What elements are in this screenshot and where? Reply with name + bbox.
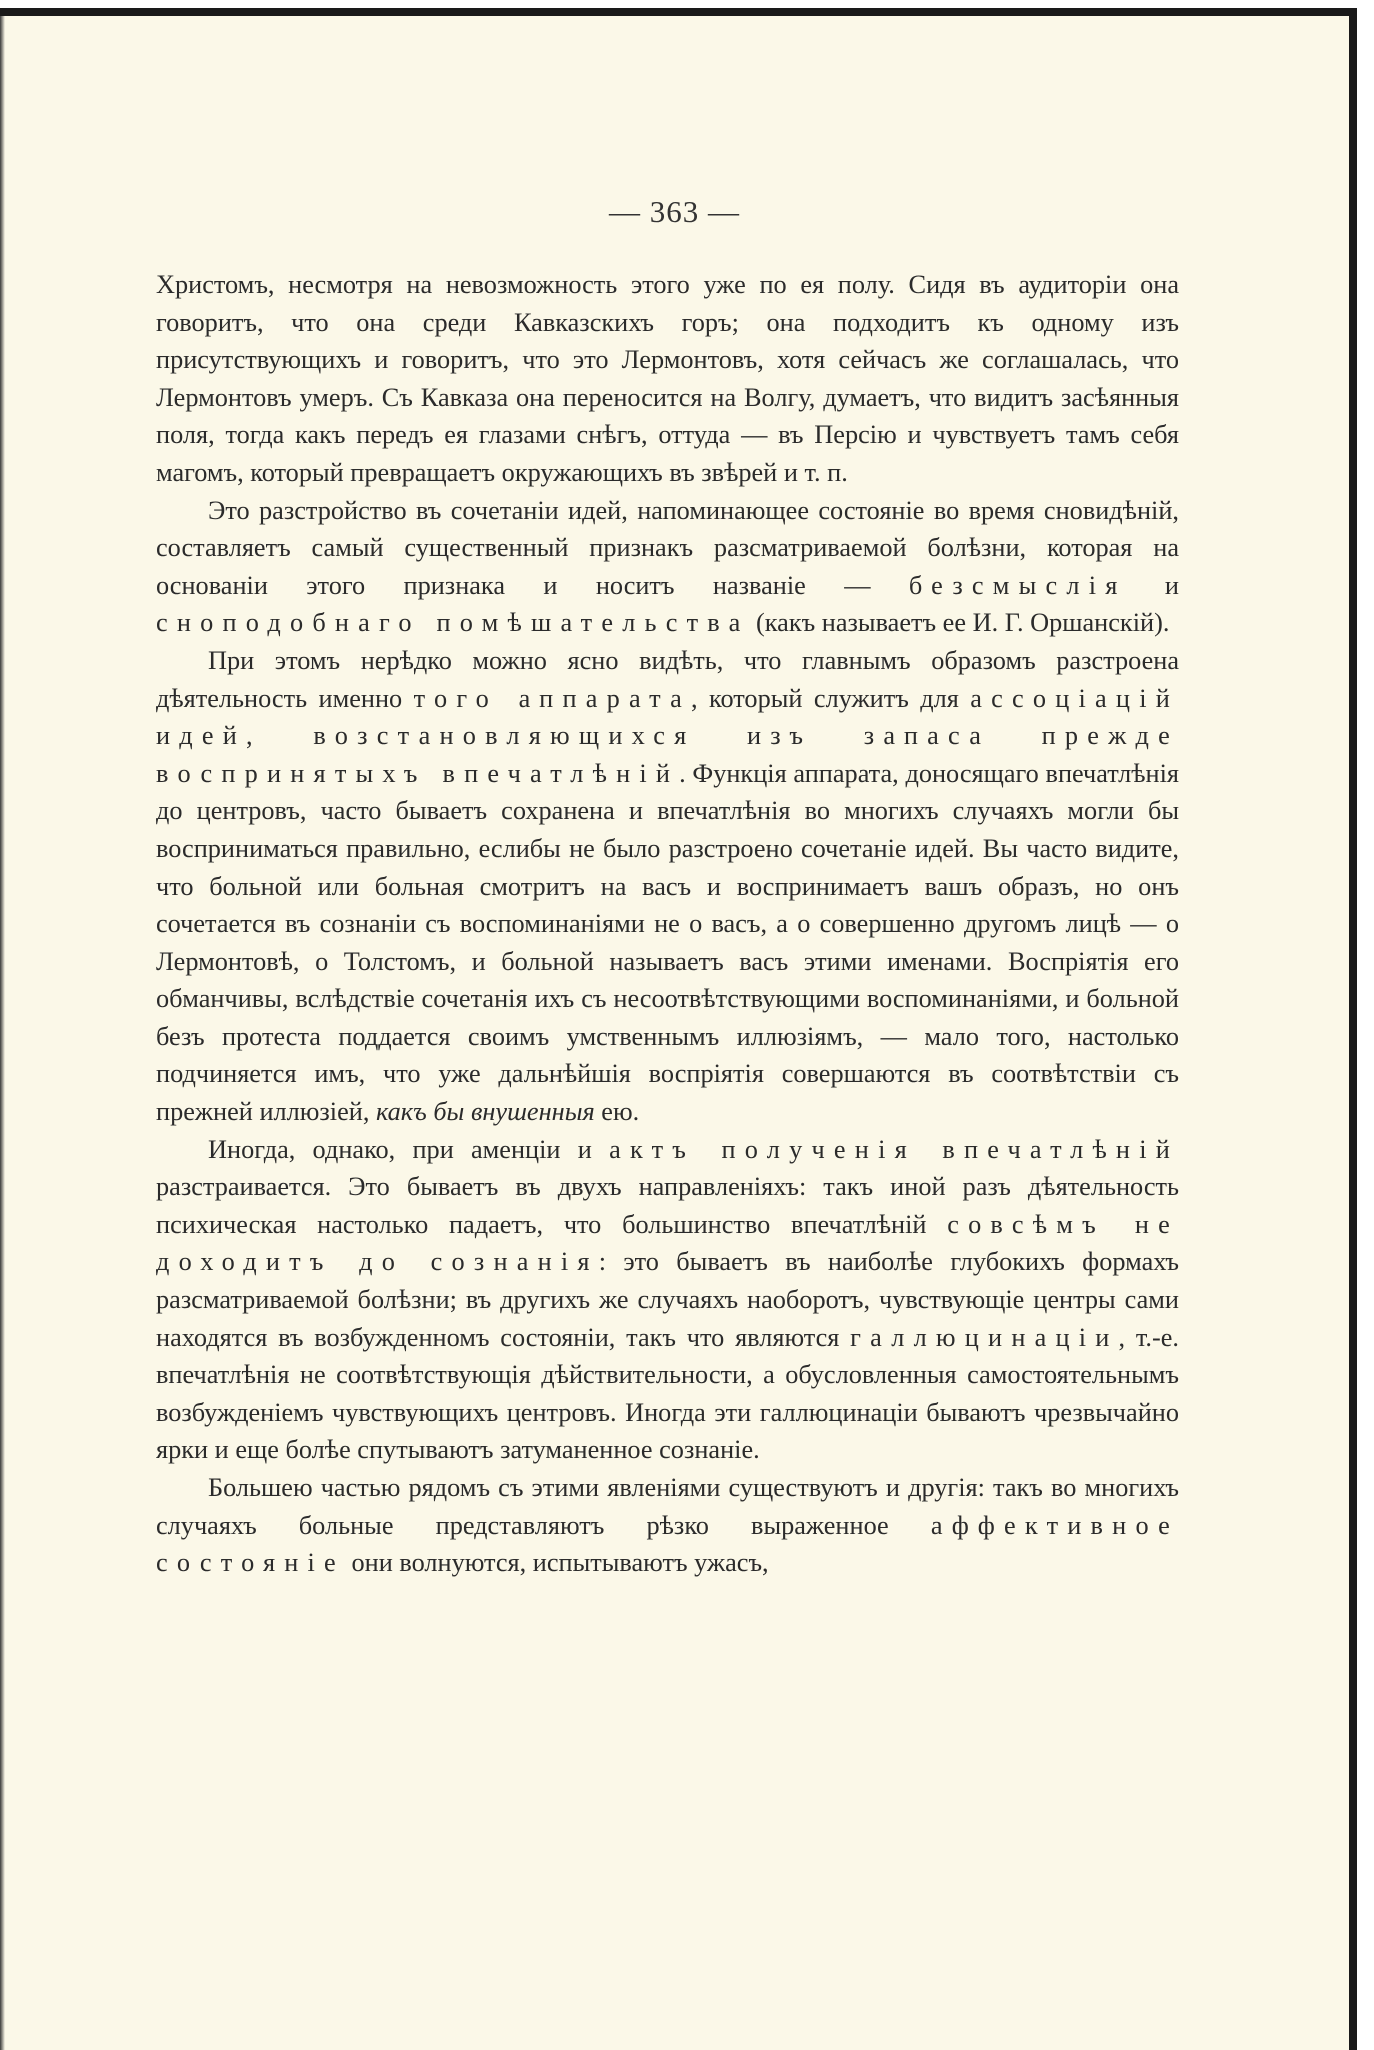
body-text [156, 266, 1179, 1582]
text-run: При этомъ нерѣдко можно ясно видѣть, что главнымъ образомъ разстроена дѣятельность именно [156, 645, 1179, 713]
spaced-emphasis-text: совсѣмъ не доходитъ до сознанія [156, 1209, 1180, 1277]
text-run: : это бываетъ въ наиболѣе глубокихъ формахъ разсматриваемой болѣзни; въ другихъ же случаяхъ наоборотъ, чувствующіе центры сами находятся въ возбужденномъ состояніи, такъ что являются [156, 1247, 1179, 1352]
book-page [0, 8, 1357, 2050]
text-run: Христомъ, несмотря на невозможность этого уже по ея полу. Сидя въ аудиторіи она говоритъ, что она среди Кавказскихъ горъ; она подходитъ къ одному изъ присутствующихъ и говоритъ, что это Лермонтовъ, хотя сейчасъ же соглашалась, что Лермонтовъ умеръ. Съ Кавказа она переносится на Волгу, думаетъ, что видитъ засѣянныя поля, тогда какъ передъ ея глазами снѣгъ, оттуда — въ Персію и чувствуетъ тамъ себя магомъ, который превращаетъ окружающихъ въ звѣрей и т. п. [156, 270, 1179, 487]
spaced-emphasis-text: того аппарата [413, 683, 692, 713]
text-run: разстраивается. Это бываетъ въ двухъ направленіяхъ: такъ иной разъ дѣятельность психическая настолько падаетъ, что большинство впечатлѣній [156, 1172, 1179, 1239]
paragraph [156, 642, 1179, 1131]
page-edge-shadow [0, 16, 5, 2050]
spaced-emphasis-text: галлюцинаціи [850, 1322, 1119, 1352]
text-run: (какъ называетъ ее И. Г. Оршанскій). [749, 608, 1170, 638]
paragraph [156, 1131, 1179, 1469]
italic-text: какъ бы внушенныя [376, 1097, 595, 1127]
spaced-emphasis-text: сноподобнаго помѣшательства [156, 608, 750, 638]
spaced-emphasis-text: ассоціацій идей, возстановляющихся изъ запаса прежде воспринятыхъ впечатлѣній [156, 683, 1179, 788]
text-run: и [1126, 570, 1179, 600]
text-run: . Функція аппарата, доносящаго впечатлѣнія до центровъ, часто бываетъ сохранена и впечатлѣнія во многихъ случаяхъ могли бы восприниматься правильно, еслибы не было разстроено сочетаніе идей. Вы часто видите, что больной или больная смотритъ на васъ и воспринимаетъ вашъ образъ, но онъ сочетается въ сознаніи съ воспоминаніями не о васъ, а о совершенно другомъ лицѣ — о Лермонтовѣ, о Толстомъ, и больной называетъ васъ этими именами. Воспріятія его обманчивы, вслѣдствіе сочетанія ихъ съ несоотвѣтствующими воспоминаніями, и больной безъ протеста поддается своимъ умственнымъ иллюзіямъ, — мало того, настолько подчиняется имъ, что уже дальнѣйшія воспріятія совершаются въ соотвѣтствіи съ прежней иллюзіей, [156, 758, 1179, 1127]
spaced-emphasis-text: актъ полученія впечатлѣній [609, 1134, 1179, 1164]
text-run: они волнуются, испытываютъ ужасъ, [344, 1548, 769, 1578]
page-number: — 363 — [609, 194, 740, 229]
paragraph [156, 1469, 1179, 1582]
paragraph [156, 266, 1179, 492]
text-run: Это разстройство въ сочетаніи идей, напоминающее состояніе во время сновидѣній, составляетъ самый существенный признакъ разсматриваемой болѣзни, которая на основаніи этого признака и носитъ названіе — [156, 495, 1179, 600]
paragraph [156, 492, 1179, 642]
spaced-emphasis-text: безсмыслія [908, 570, 1127, 600]
text-run: , который служитъ для [691, 683, 971, 713]
text-run: , т.-е. впечатлѣнія не соотвѣтствующія дѣйствительности, а обусловленныя самостоятельнымъ возбужденіемъ чувствующихъ центровъ. Иногда эти галлюцинаціи бываютъ чрезвычайно ярки и еще болѣе спутываютъ затуманенное сознаніе. [156, 1322, 1180, 1465]
spaced-emphasis-text: аффективное состояніе [156, 1510, 1179, 1578]
text-run: Иногда, однако, при аменціи и [208, 1134, 610, 1164]
text-run: ею. [594, 1097, 640, 1127]
text-run: Большею частью рядомъ съ этими явленіями существуютъ и другія: такъ во многихъ случаяхъ больные представляютъ рѣзко выраженное [156, 1473, 1179, 1540]
